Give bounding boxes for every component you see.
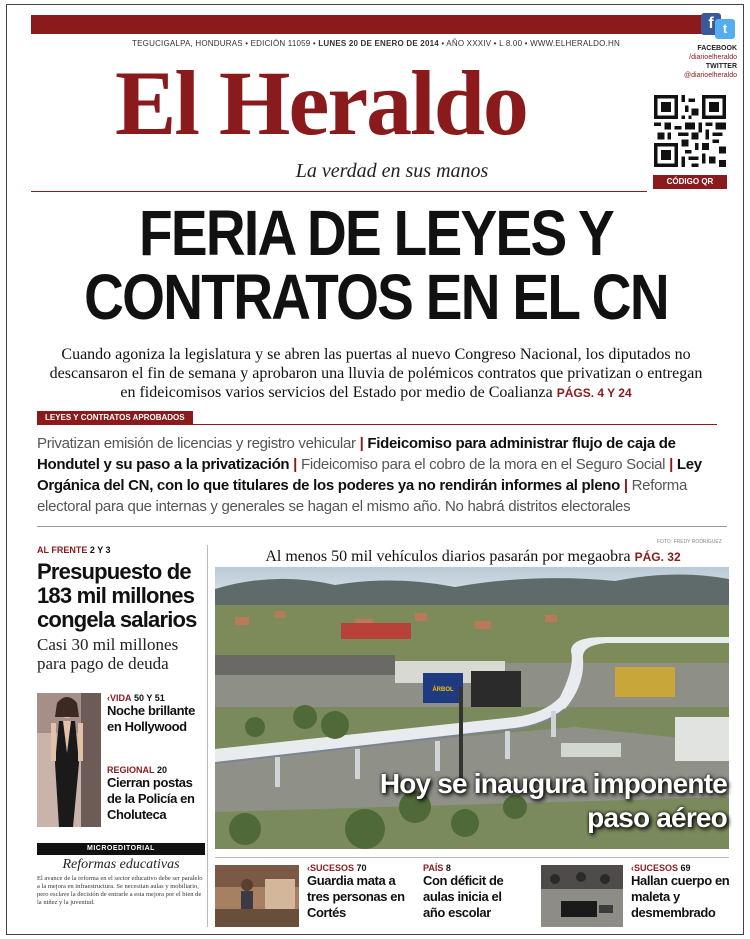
side-story-headline[interactable]: Cierran postas de la Policía en Choluteca: [107, 775, 195, 822]
dateline: [7, 39, 744, 48]
microeditorial-tab: MICROEDITORIAL: [37, 843, 205, 855]
bottom-story-headline[interactable]: Con déficit de aulas inicia el año escolar: [423, 873, 504, 920]
bottom-story[interactable]: [307, 863, 407, 921]
social-icons[interactable]: [701, 13, 737, 39]
side-story-section: REGIONAL: [107, 765, 155, 775]
budget-kicker-label: AL FRENTE: [37, 545, 88, 555]
lead-headline-line-2: CONTRATOS EN EL CN: [84, 261, 668, 333]
side-story-kicker: [107, 693, 207, 703]
lead-deck: [41, 345, 711, 403]
bottom-story-kicker: [631, 863, 731, 873]
budget-story[interactable]: [37, 545, 205, 673]
top-brand-bar: [31, 15, 703, 34]
photo-credit: FOTO: FREDY RODRÍGUEZ: [657, 539, 722, 545]
budget-subhead: Casi 30 mil millones para pago de deuda: [37, 635, 179, 673]
bottom-story-headline[interactable]: Guardia mata a tres personas en Cortés: [307, 873, 405, 920]
bottom-story-pages: 69: [680, 863, 691, 873]
law-item: Fideicomiso para el cobro de la mora en el Seguro Social: [300, 456, 666, 473]
microeditorial-body: El avance de la reforma en el sector educativo debe ser paralelo a la mejora en infraestructura. Se necesitan aulas y mobiliario, pero esclave la decisión de entrarle a esta mejora por el bien de la niñez y la juventud.: [37, 875, 203, 906]
content-divider: [37, 526, 727, 527]
masthead-divider: [31, 191, 647, 192]
side-story-section: ‹VIDA: [107, 693, 132, 703]
lead-page-reference[interactable]: PÁGS. 4 Y 24: [556, 386, 632, 400]
facebook-label: FACEBOOK: [697, 45, 737, 52]
bottom-story-section: PAÍS: [423, 863, 444, 873]
guard-story-photo[interactable]: [215, 865, 299, 927]
column-divider: [207, 545, 208, 927]
bottom-story-pages: 8: [445, 863, 451, 873]
photo-caption: [217, 548, 729, 566]
dateline-place-edition: TEGUCIGALPA, HONDURAS • EDICIÓN 11059 •: [132, 39, 319, 48]
budget-kicker-pages: 2 Y 3: [89, 545, 111, 555]
law-item: Fideicomiso para administrar flujo de caja de Hondutel y su paso a la privatización: [37, 435, 676, 473]
qr-code-icon[interactable]: [653, 95, 727, 167]
section-tab-laws: LEYES Y CONTRATOS APROBADOS: [37, 411, 193, 425]
lead-deck-text: Cuando agoniza la legislatura y se abren las puertas al nuevo Congreso Nacional, los diputados no descansaron el fin de semana y aprobaron una lluvia de polémicos contratos que privatizan o entregan en fideicomisos varios servicios del Estado por medio de Coalianza: [49, 346, 703, 401]
photo-page-reference[interactable]: PÁG. 32: [634, 550, 681, 564]
side-stories: [107, 693, 207, 823]
law-separator: |: [359, 435, 364, 452]
side-story-headline[interactable]: Noche brillante en Hollywood: [107, 703, 195, 734]
bottom-story-pages: 70: [356, 863, 367, 873]
bottom-story-section: ‹SUCESOS: [307, 863, 355, 873]
dateline-date: LUNES 20 DE ENERO DE 2014: [318, 39, 439, 48]
laws-list: [37, 433, 727, 517]
twitter-handle-link[interactable]: @diarioelheraldo: [683, 72, 737, 79]
bottom-story-kicker: [307, 863, 407, 873]
budget-headline[interactable]: Presupuesto de 183 mil millones congela salarios: [37, 559, 197, 632]
qr-code-label: CÓDIGO QR: [653, 175, 727, 189]
lead-headline[interactable]: [59, 197, 694, 333]
law-separator: |: [293, 456, 298, 473]
guard-story-image: [215, 865, 299, 927]
side-story-pages: 50 Y 51: [134, 693, 165, 703]
bottom-story[interactable]: [631, 863, 731, 921]
law-item: Reforma electoral para que internas y generales se hagan el mismo año. No habrá distritos electorales: [37, 477, 688, 515]
microeditorial[interactable]: [37, 843, 205, 907]
hollywood-photo[interactable]: [37, 693, 101, 827]
newspaper-front-page: [6, 4, 744, 935]
actress-image: [37, 693, 101, 827]
law-separator: |: [669, 456, 673, 473]
bottom-story[interactable]: [423, 863, 523, 921]
suitcase-story-image: [541, 865, 623, 927]
dateline-price-web: • AÑO XXXIV • L 8.00 • WWW.ELHERALDO.HN: [438, 39, 620, 48]
bottom-story-section: ‹SUCESOS: [631, 863, 679, 873]
photo-caption-text: Al menos 50 mil vehículos diarios pasarán por megaobra: [265, 548, 631, 565]
side-story[interactable]: [107, 765, 207, 823]
microeditorial-title[interactable]: Reformas educativas: [62, 857, 180, 872]
facebook-icon[interactable]: f: [701, 13, 721, 35]
tagline: La verdad en sus manos: [295, 160, 489, 182]
budget-kicker: [37, 545, 205, 555]
law-item: Ley Orgánica del CN, con lo que titulares de los poderes ya no rendirán informes al pleno: [37, 456, 702, 494]
side-story-kicker: [107, 765, 207, 775]
twitter-icon[interactable]: t: [715, 19, 735, 39]
section-divider: [37, 424, 717, 425]
facebook-handle-link[interactable]: /diarioelheraldo: [689, 54, 737, 61]
billboard-text: ÁRBOL: [432, 687, 454, 693]
law-separator: |: [623, 477, 628, 494]
lead-headline-line-1: FERIA DE LEYES Y: [138, 197, 614, 269]
social-links: [657, 13, 737, 80]
bottom-divider: [215, 857, 729, 858]
law-item: Privatizan emisión de licencias y registro vehicular: [37, 435, 356, 452]
bottom-story-headline[interactable]: Hallan cuerpo en maleta y desmembrado: [631, 873, 730, 920]
side-story[interactable]: [107, 693, 207, 765]
bottom-story-kicker: [423, 863, 523, 873]
masthead-logo[interactable]: El Heraldo: [115, 52, 527, 154]
suitcase-story-photo[interactable]: [541, 865, 623, 927]
side-story-pages: 20: [157, 765, 168, 775]
photo-headline[interactable]: Hoy se inaugura imponente paso aéreo: [379, 768, 727, 833]
twitter-label: TWITTER: [705, 63, 737, 70]
